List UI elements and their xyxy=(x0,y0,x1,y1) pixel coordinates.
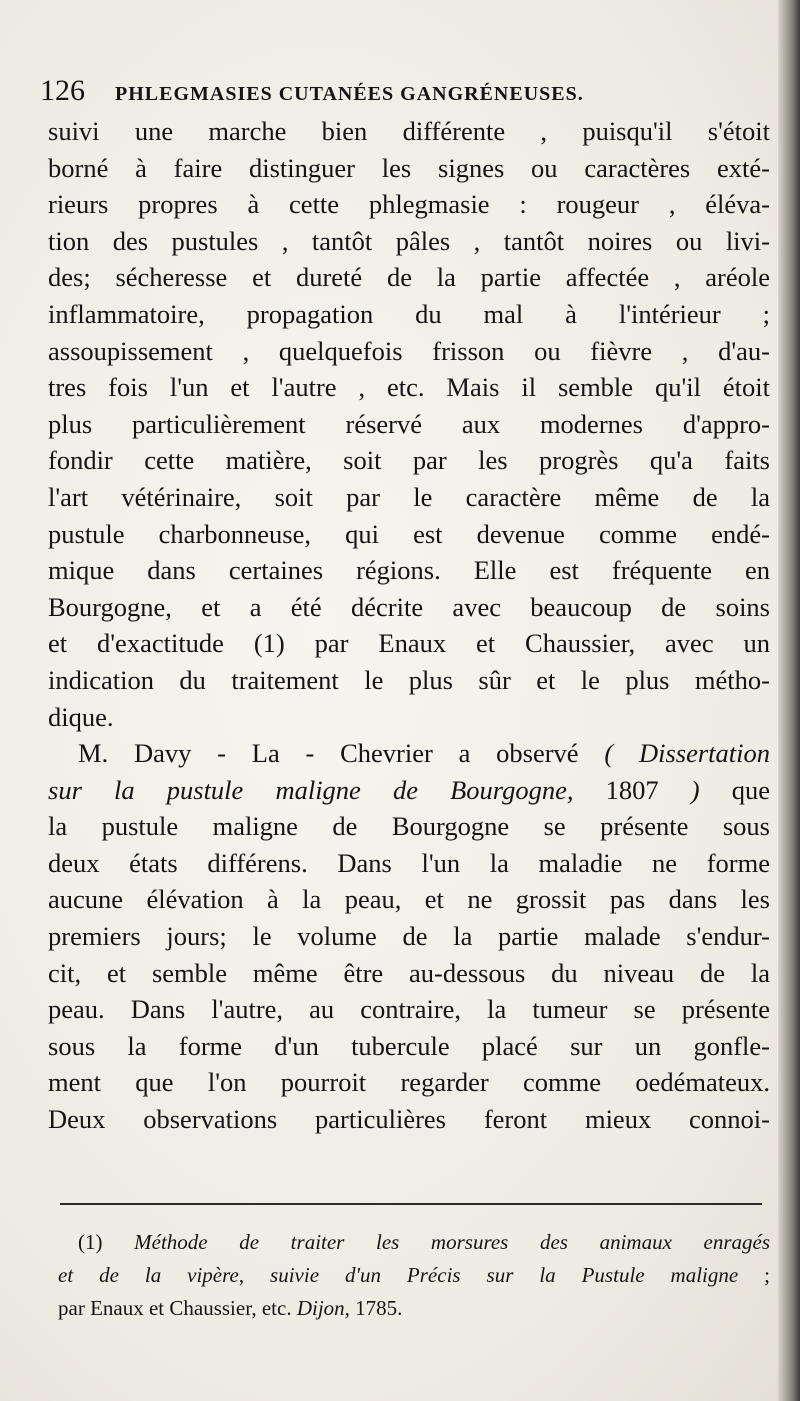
text-line: premiers jours; le volume de la partie malade s'endur- xyxy=(48,921,770,952)
running-title: PHLEGMASIES CUTANÉES GANGRÉNEUSES. xyxy=(115,83,584,105)
italic-run: Méthode de traiter les morsures des animaux enragés xyxy=(134,1230,771,1254)
text-run: , 1785. xyxy=(344,1296,403,1320)
text-run: 1807 xyxy=(573,774,691,805)
text-line: rieurs propres à cette phlegmasie : rougeur , éléva- xyxy=(48,189,770,220)
footnote xyxy=(58,1226,770,1325)
text-run: que xyxy=(699,774,771,805)
text-line: mique dans certaines régions. Elle est fréquente en xyxy=(48,555,770,586)
text-run xyxy=(461,1263,487,1287)
page-header xyxy=(40,74,740,114)
text-line: borné à faire distinguer les signes ou caractères exté- xyxy=(48,152,770,183)
text-line: aucune élévation à la peau, et ne grossit pas dans les xyxy=(48,884,770,915)
italic-run: suivie d'un xyxy=(270,1263,381,1287)
paragraph-2-first-line xyxy=(48,735,770,772)
text-run: M. Davy - La - Chevrier a observé xyxy=(78,738,605,769)
text-line: peau. Dans l'autre, au contraire, la tumeur se présente xyxy=(48,994,770,1025)
text-run xyxy=(381,1263,407,1287)
italic-run: ) xyxy=(690,774,700,805)
book-spine-shadow xyxy=(778,0,800,1401)
text-line: assoupissement , quelquefois frisson ou fièvre , d'au- xyxy=(48,335,770,366)
text-line: l'art vétérinaire, soit par le caractère même de la xyxy=(48,481,770,512)
text-run: par Enaux et Chaussier, etc. xyxy=(58,1296,297,1320)
text-line: deux états différens. Dans l'un la maladie ne forme xyxy=(48,847,770,878)
text-line: plus particulièrement réservé aux modernes d'appro- xyxy=(48,408,770,439)
text-line: ment que l'on pourroit regarder comme oedémateux. xyxy=(48,1067,770,1098)
text-line: des; sécheresse et dureté de la partie affectée , aréole xyxy=(48,262,770,293)
text-line: Bourgogne, et a été décrite avec beaucoup de soins xyxy=(48,591,770,622)
footnote-line xyxy=(58,1259,770,1292)
paragraph-2-second-line xyxy=(48,772,770,809)
page-number: 126 xyxy=(40,74,85,107)
text-line: fondir cette matière, soit par les progrès qu'a faits xyxy=(48,445,770,476)
text-line: cit, et semble même être au-dessous du niveau de la xyxy=(48,957,770,988)
text-line: inflammatoire, propagation du mal à l'intérieur ; xyxy=(48,298,770,329)
text-line: suivi une marche bien différente , puisqu'il s'étoit xyxy=(48,116,770,146)
text-line: Deux observations particulières feront mieux connoi- xyxy=(48,1104,770,1135)
text-line: sous la forme d'un tubercule placé sur un gonfle- xyxy=(48,1030,770,1061)
text-line: dique. xyxy=(48,701,114,732)
italic-run: Dijon xyxy=(296,1296,345,1320)
footnote-line xyxy=(58,1292,770,1325)
text-line: tres fois l'un et l'autre , etc. Mais il semble qu'il étoit xyxy=(48,372,770,403)
italic-run: sur la Pustule maligne xyxy=(486,1263,739,1287)
italic-run: ( Dissertation xyxy=(604,738,770,769)
text-run: , xyxy=(238,1263,271,1287)
italic-run: sur la pustule maligne de Bourgogne, xyxy=(48,774,574,805)
text-line: tion des pustules , tantôt pâles , tantôt noires ou livi- xyxy=(48,225,770,256)
text-line: la pustule maligne de Bourgogne se présente sous xyxy=(48,811,770,842)
footnote-divider xyxy=(60,1203,762,1205)
text-line: pustule charbonneuse, qui est devenue comme endé- xyxy=(48,518,770,549)
text-line: et d'exactitude (1) par Enaux et Chaussier, avec un xyxy=(48,628,770,659)
footnote-line xyxy=(58,1226,770,1259)
italic-run: et de la vipère xyxy=(58,1263,239,1287)
main-text xyxy=(48,113,770,1138)
footnote-marker: (1) xyxy=(78,1230,103,1254)
italic-run: Précis xyxy=(406,1263,461,1287)
text-line: indication du traitement le plus sûr et le plus métho- xyxy=(48,664,770,695)
text-run: ; xyxy=(738,1263,770,1287)
